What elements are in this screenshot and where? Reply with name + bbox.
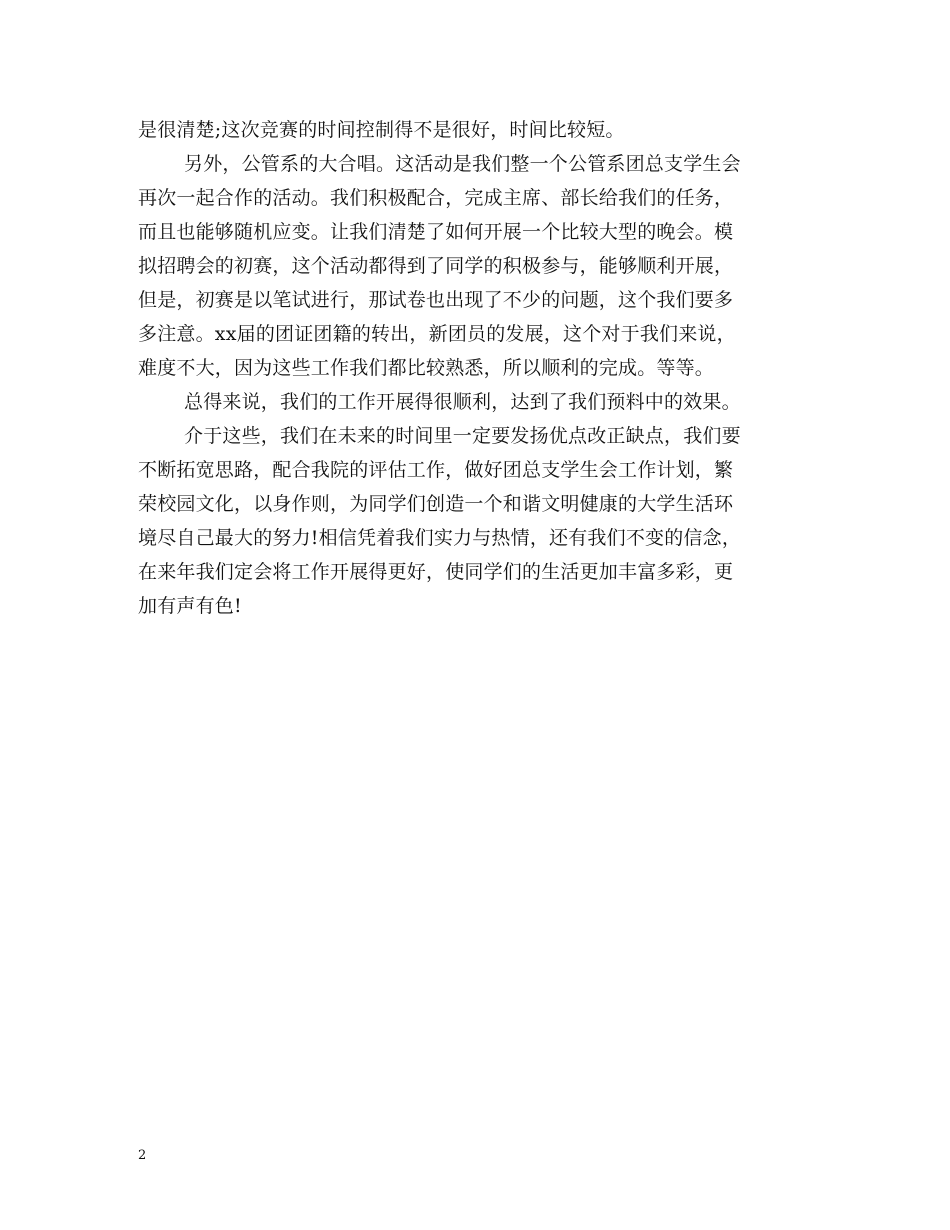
text-line: 再次一起合作的活动。我们积极配合，完成主席、部长给我们的任务， <box>138 187 734 209</box>
text-line: 拟招聘会的初赛，这个活动都得到了同学的积极参与，能够顺利开展， <box>138 255 734 277</box>
text-line: 境尽自己最大的努力!相信凭着我们实力与热情，还有我们不变的信念， <box>138 527 742 549</box>
text-line: 不断拓宽思路，配合我院的评估工作，做好团总支学生会工作计划，繁 <box>138 459 734 481</box>
paragraph-start-line: 介于这些，我们在未来的时间里一定要发扬优点改正缺点，我们要 <box>184 425 741 447</box>
text-line: 但是，初赛是以笔试进行，那试卷也出现了不少的问题，这个我们要多 <box>138 289 734 311</box>
text-line: 难度不大，因为这些工作我们都比较熟悉，所以顺利的完成。等等。 <box>138 357 715 379</box>
document-body <box>138 113 838 623</box>
text-line: 在来年我们定会将工作开展得更好，使同学们的生活更加丰富多彩，更 <box>138 561 734 583</box>
text-line: 多注意。xx届的团证团籍的转出，新团员的发展，这个对于我们来说， <box>138 323 736 345</box>
text-line: 荣校园文化，以身作则，为同学们创造一个和谐文明健康的大学生活环 <box>138 493 734 515</box>
paragraph-start-line: 总得来说，我们的工作开展得很顺利，达到了我们预料中的效果。 <box>184 391 741 413</box>
page-number: 2 <box>138 1148 147 1163</box>
paragraph-start-line: 另外，公管系的大合唱。这活动是我们整一个公管系团总支学生会 <box>184 153 741 175</box>
text-line: 而且也能够随机应变。让我们清楚了如何开展一个比较大型的晚会。模 <box>138 221 734 243</box>
text-line: 加有声有色! <box>138 595 242 617</box>
text-line: 是很清楚;这次竞赛的时间控制得不是很好，时间比较短。 <box>138 119 625 141</box>
